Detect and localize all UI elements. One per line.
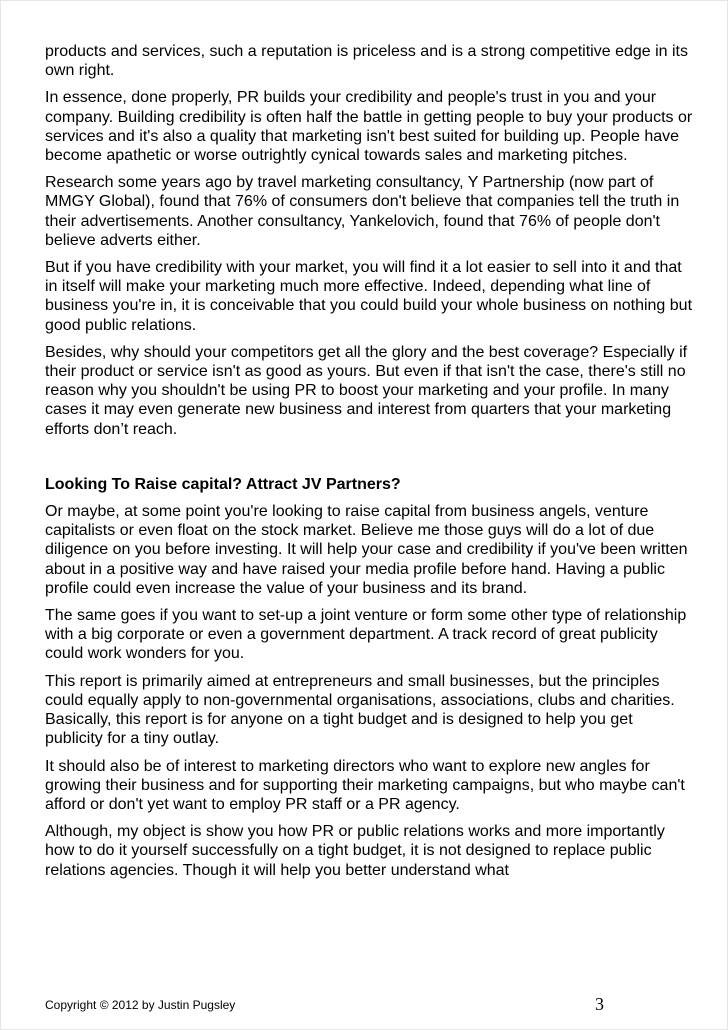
paragraph: In essence, done properly, PR builds your credibility and people's trust in you and your company. Building credibility is often half the battle in getting people to buy your products or services and it's also a quality that marketing isn't best suited for building up. People have become apathetic or worse outrightly cynical towards sales and marketing pitches.: [45, 89, 693, 165]
paragraph: But if you have credibility with your market, you will find it a lot easier to sell into it and that in itself will make your marketing much more effective. Indeed, depending what line of business you're in, it is conceivable that you could build your whole business on nothing but good public relations.: [45, 259, 693, 334]
paragraph: Research some years ago by travel marketing consultancy, Y Partnership (now part of MMGY Global), found that 76% of consumers don't believe that companies tell the truth in their advertisements. Another consultancy, Yankelovich, found that 76% of people don't believe adverts either.: [45, 174, 680, 249]
page-body: [45, 42, 693, 888]
paragraph: It should also be of interest to marketing directors who want to explore new angles for growing their business and for supporting their marketing campaigns, but who maybe can't afford or don't yet want to employ PR staff or a PR agency.: [45, 757, 685, 813]
page-number: 3: [595, 994, 604, 1014]
paragraph: The same goes if you want to set-up a joint venture or form some other type of relationship with a big corporate or even a government department. A track record of great publicity could work wonders for you.: [45, 607, 687, 663]
paragraph: This report is primarily aimed at entrepreneurs and small businesses, but the principles could equally apply to non-governmental organisations, associations, clubs and charities. Basically, this report is for anyone on a tight budget and is designed to help you get publicity for a tiny outlay.: [45, 672, 675, 748]
paragraph: Although, my object is show you how PR or public relations works and more importantly how to do it yourself successfully on a tight budget, it is not designed to replace public relations agencies. Though it will help you better understand what: [45, 823, 665, 879]
copyright-footer: Copyright © 2012 by Justin Pugsley: [45, 998, 236, 1012]
paragraph: products and services, such a reputation is priceless and is a strong competitive edge in its own right.: [45, 43, 688, 80]
paragraph: Or maybe, at some point you're looking to raise capital from business angels, venture capitalists or even float on the stock market. Believe me those guys will do a lot of due diligence on you before investing. It will help your case and credibility if you've been written about in a positive way and have raised your media profile before hand. Having a public profile could even increase the value of your business and its brand.: [45, 503, 688, 597]
section-heading: Looking To Raise capital? Attract JV Partners?: [45, 475, 401, 493]
paragraph: Besides, why should your competitors get all the glory and the best coverage? Especially if their product or service isn't as good as yours. But even if that isn't the case, there's still no reason why you shouldn't be using PR to boost your marketing and your profile. In many cases it may even generate new business and interest from quarters that your marketing efforts don’t reach.: [45, 343, 688, 438]
